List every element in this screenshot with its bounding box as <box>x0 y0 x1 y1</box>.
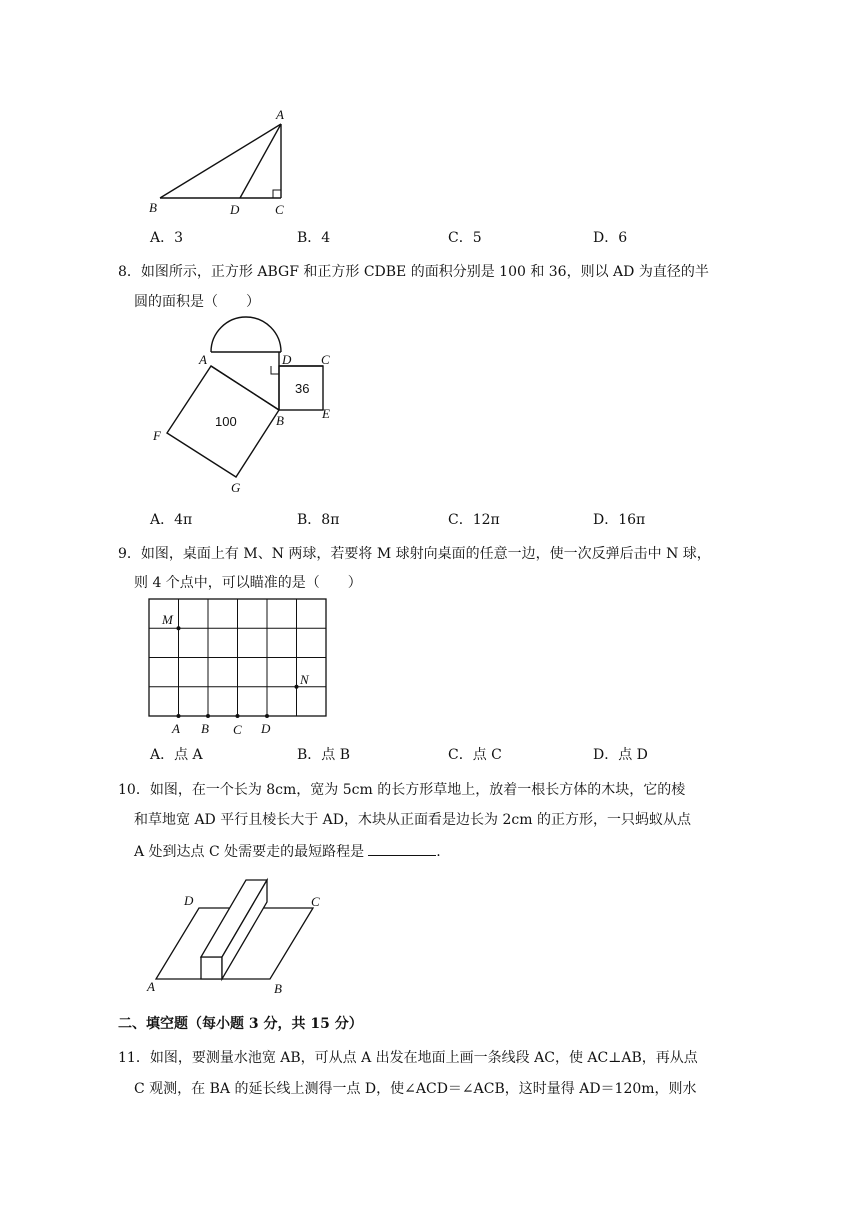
q9-ball-N <box>295 685 299 689</box>
q11-stem-line1: 11．如图，要测量水池宽 AB，可从点 A 出发在地面上画一条线段 AC，使 AC⊥AB，再从点 <box>118 1050 698 1066</box>
q7-option-a[interactable]: A．3 <box>150 230 184 246</box>
q9-label-N: N <box>300 672 309 687</box>
q10-answer-blank[interactable] <box>368 841 436 856</box>
q10-label-A: A <box>147 979 155 994</box>
q10-label-D: D <box>184 893 194 908</box>
q10-stem-line1: 10．如图，在一个长为 8cm，宽为 5cm 的长方形草地上，放着一根长方体的木块，它的棱 <box>118 782 686 798</box>
q10-label-C: C <box>311 894 320 909</box>
q9-label-A: A <box>172 721 180 736</box>
q10-stem-line3-text: A 处到达点 C 处需要走的最短路程是 <box>134 844 365 860</box>
q11-stem-line2: C 观测，在 BA 的延长线上测得一点 D，使∠ACD＝∠ACB，这时量得 AD＝120m，则水 <box>134 1081 697 1097</box>
q8-label-D: D <box>282 352 292 367</box>
q7-option-c[interactable]: C．5 <box>448 230 482 246</box>
q10-block-front-face <box>201 957 222 979</box>
q8-stem-line2: 圆的面积是（ ） <box>134 294 260 310</box>
q8-option-d[interactable]: D．16π <box>593 512 646 528</box>
q9-stem-line2: 则 4 个点中，可以瞄准的是（ ） <box>134 575 362 591</box>
q9-label-M: M <box>162 612 173 627</box>
q10-stem-line3-end: . <box>436 844 441 860</box>
q8-label-E: E <box>322 406 330 421</box>
q9-label-D: D <box>261 721 271 736</box>
q9-grid-lines <box>149 599 326 716</box>
q8-stem-line1: 8．如图所示，正方形 ABGF 和正方形 CDBE 的面积分别是 100 和 36，则以 AD 为直径的半 <box>118 264 709 280</box>
q8-right-angle-mark <box>271 366 279 374</box>
q9-point-B <box>206 714 210 718</box>
q9-stem-line1: 9．如图，桌面上有 M、N 两球，若要将 M 球射向桌面的任意一边，使一次反弹后击中 N 球， <box>118 546 711 562</box>
q8-semicircle <box>211 317 281 352</box>
q9-label-B: B <box>201 721 209 736</box>
q7-label-D: D <box>230 202 240 217</box>
q9-option-c[interactable]: C．点 C <box>448 747 502 763</box>
q9-option-d[interactable]: D．点 D <box>593 747 648 763</box>
q8-label-G: G <box>231 480 241 495</box>
q9-label-C: C <box>233 722 242 737</box>
q8-label-C: C <box>321 352 330 367</box>
q10-stem-line3 <box>134 841 441 862</box>
q7-edge-AB <box>160 124 281 198</box>
q7-label-A: A <box>276 107 284 122</box>
q10-block-figure <box>142 870 342 1000</box>
q9-ball-M <box>177 626 181 630</box>
q8-squares-figure <box>145 312 355 497</box>
q7-label-C: C <box>275 202 284 217</box>
q7-triangle-figure <box>140 104 300 224</box>
q9-option-a[interactable]: A．点 A <box>150 747 203 763</box>
q9-point-C <box>236 714 240 718</box>
q8-option-b[interactable]: B．8π <box>297 512 340 528</box>
q10-label-B: B <box>274 981 282 996</box>
q8-option-c[interactable]: C．12π <box>448 512 500 528</box>
q8-option-a[interactable]: A．4π <box>150 512 193 528</box>
q9-option-b[interactable]: B．点 B <box>297 747 351 763</box>
q10-stem-line2: 和草地宽 AD 平行且棱长大于 AD，木块从正面看是边长为 2cm 的正方形，一只蚂蚁从点 <box>134 812 691 828</box>
q7-label-B: B <box>149 200 157 215</box>
q8-label-B: B <box>276 413 284 428</box>
q7-edge-AD <box>240 124 281 198</box>
q8-area-large: 100 <box>215 414 237 429</box>
q9-point-A <box>177 714 181 718</box>
section-2-title: 二、填空题（每小题 3 分，共 15 分） <box>118 1016 363 1032</box>
q9-grid-figure <box>140 594 340 740</box>
q7-right-angle-mark <box>273 190 281 198</box>
q7-option-b[interactable]: B．4 <box>297 230 331 246</box>
q8-label-A: A <box>199 352 207 367</box>
q8-area-small: 36 <box>295 381 310 396</box>
q8-label-F: F <box>153 428 161 443</box>
q7-option-d[interactable]: D．6 <box>593 230 628 246</box>
q9-point-D <box>265 714 269 718</box>
q8-edge-AB <box>211 366 279 410</box>
